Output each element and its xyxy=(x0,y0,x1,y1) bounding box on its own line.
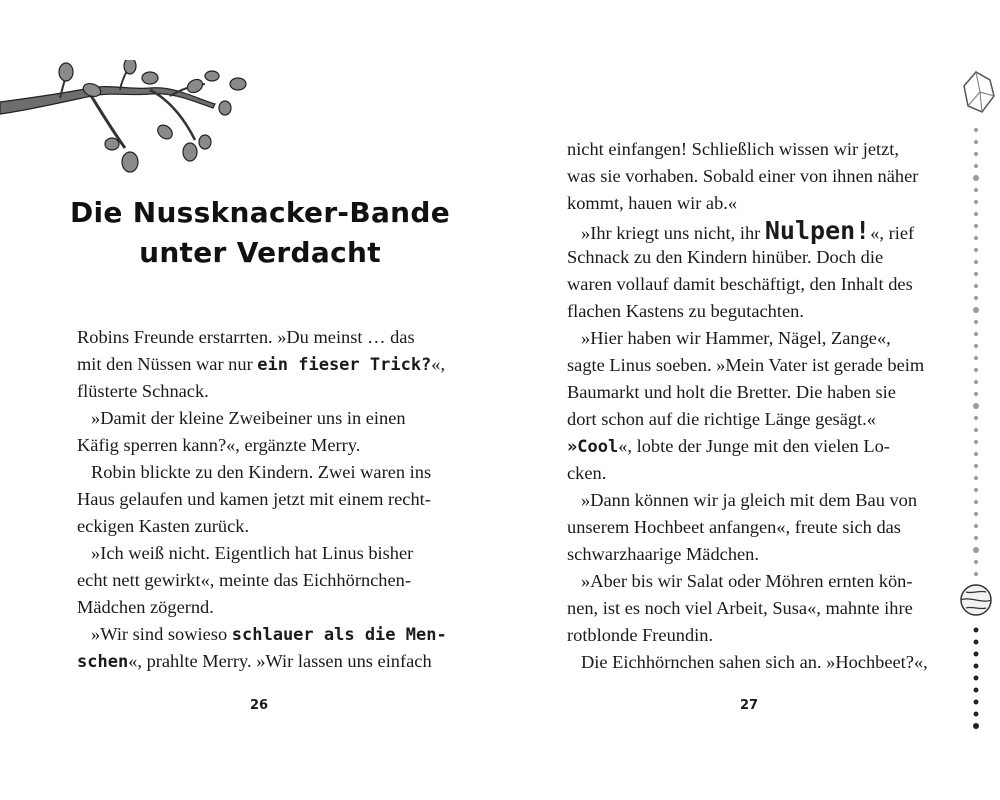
right-page-body-text xyxy=(567,136,933,676)
text-line: unserem Hochbeet anfangen«, freute sich das xyxy=(567,517,901,537)
text-line: nen, ist es noch viel Arbeit, Susa«, mahnte ihre xyxy=(567,598,913,618)
text-line: Haus gelaufen und kamen jetzt mit einem recht- xyxy=(77,489,431,509)
text-line: »Aber bis wir Salat oder Möhren ernten kön- xyxy=(581,571,913,591)
page-number-right: 27 xyxy=(739,698,759,713)
emphasis-text: Nulpen! xyxy=(764,216,871,245)
text-line: eckigen Kasten zurück. xyxy=(77,516,250,536)
text-line: Käfig sperren kann?«, ergänzte Merry. xyxy=(77,435,361,455)
text-line: Baumarkt und holt die Bretter. Die haben sie xyxy=(567,382,896,402)
decorative-border-icon xyxy=(944,60,1000,750)
text-line: »Wir sind sowieso schlauer als die Men- xyxy=(91,624,447,645)
emphasis-text: schen xyxy=(77,652,129,672)
text-line: flüsterte Schnack. xyxy=(77,381,209,401)
chapter-title-line-1: Die Nussknacker-Bande xyxy=(69,196,451,229)
text-line: Schnack zu den Kindern hinüber. Doch die xyxy=(567,247,884,267)
emphasis-text: schlauer als die Men- xyxy=(231,625,447,645)
text-line: Mädchen zögernd. xyxy=(77,597,214,617)
text-line: schen«, prahlte Merry. »Wir lassen uns einfach xyxy=(77,651,432,672)
text-line: cken. xyxy=(567,463,607,483)
left-page-body-text xyxy=(77,324,447,675)
text-line: flachen Kastens zu begutachten. xyxy=(567,301,804,321)
text-line: kommt, hauen wir ab.« xyxy=(567,193,738,213)
text-line: Robins Freunde erstarrten. »Du meinst … das xyxy=(77,327,415,347)
emphasis-text: ein fieser Trick? xyxy=(257,355,432,375)
text-line: »Hier haben wir Hammer, Nägel, Zange«, xyxy=(581,328,891,348)
text-line: »Ich weiß nicht. Eigentlich hat Linus bisher xyxy=(91,543,414,563)
text-line: schwarzhaarige Mädchen. xyxy=(567,544,759,564)
text-line: dort schon auf die richtige Länge gesägt.« xyxy=(567,409,876,429)
page-number-left: 26 xyxy=(249,698,269,713)
text-line: »Cool«, lobte der Junge mit den vielen Lo- xyxy=(567,436,890,457)
text-line: »Ihr kriegt uns nicht, ihr Nulpen!«, rief xyxy=(581,216,915,245)
text-line: Die Eichhörnchen sahen sich an. »Hochbeet?«, xyxy=(581,652,928,672)
text-line: »Damit der kleine Zweibeiner uns in einen xyxy=(91,408,406,428)
text-line: »Dann können wir ja gleich mit dem Bau von xyxy=(581,490,918,510)
text-line: nicht einfangen! Schließlich wissen wir jetzt, xyxy=(567,139,899,159)
text-line: rotblonde Freundin. xyxy=(567,625,714,645)
text-line: was sie vorhaben. Sobald einer von ihnen näher xyxy=(567,166,919,186)
chapter-title-line-2: unter Verdacht xyxy=(139,236,381,269)
branch-illustration-icon xyxy=(0,60,270,190)
chapter-title xyxy=(60,193,460,273)
text-line: sagte Linus soeben. »Mein Vater ist gerade beim xyxy=(567,355,925,375)
right-page xyxy=(500,0,1000,800)
emphasis-text: »Cool xyxy=(567,437,619,457)
text-line: waren vollauf damit beschäftigt, den Inhalt des xyxy=(567,274,913,294)
text-line: mit den Nüssen war nur ein fieser Trick?«, xyxy=(77,354,446,375)
text-line: echt nett gewirkt«, meinte das Eichhörnchen- xyxy=(77,570,411,590)
text-line: Robin blickte zu den Kindern. Zwei waren ins xyxy=(91,462,432,482)
